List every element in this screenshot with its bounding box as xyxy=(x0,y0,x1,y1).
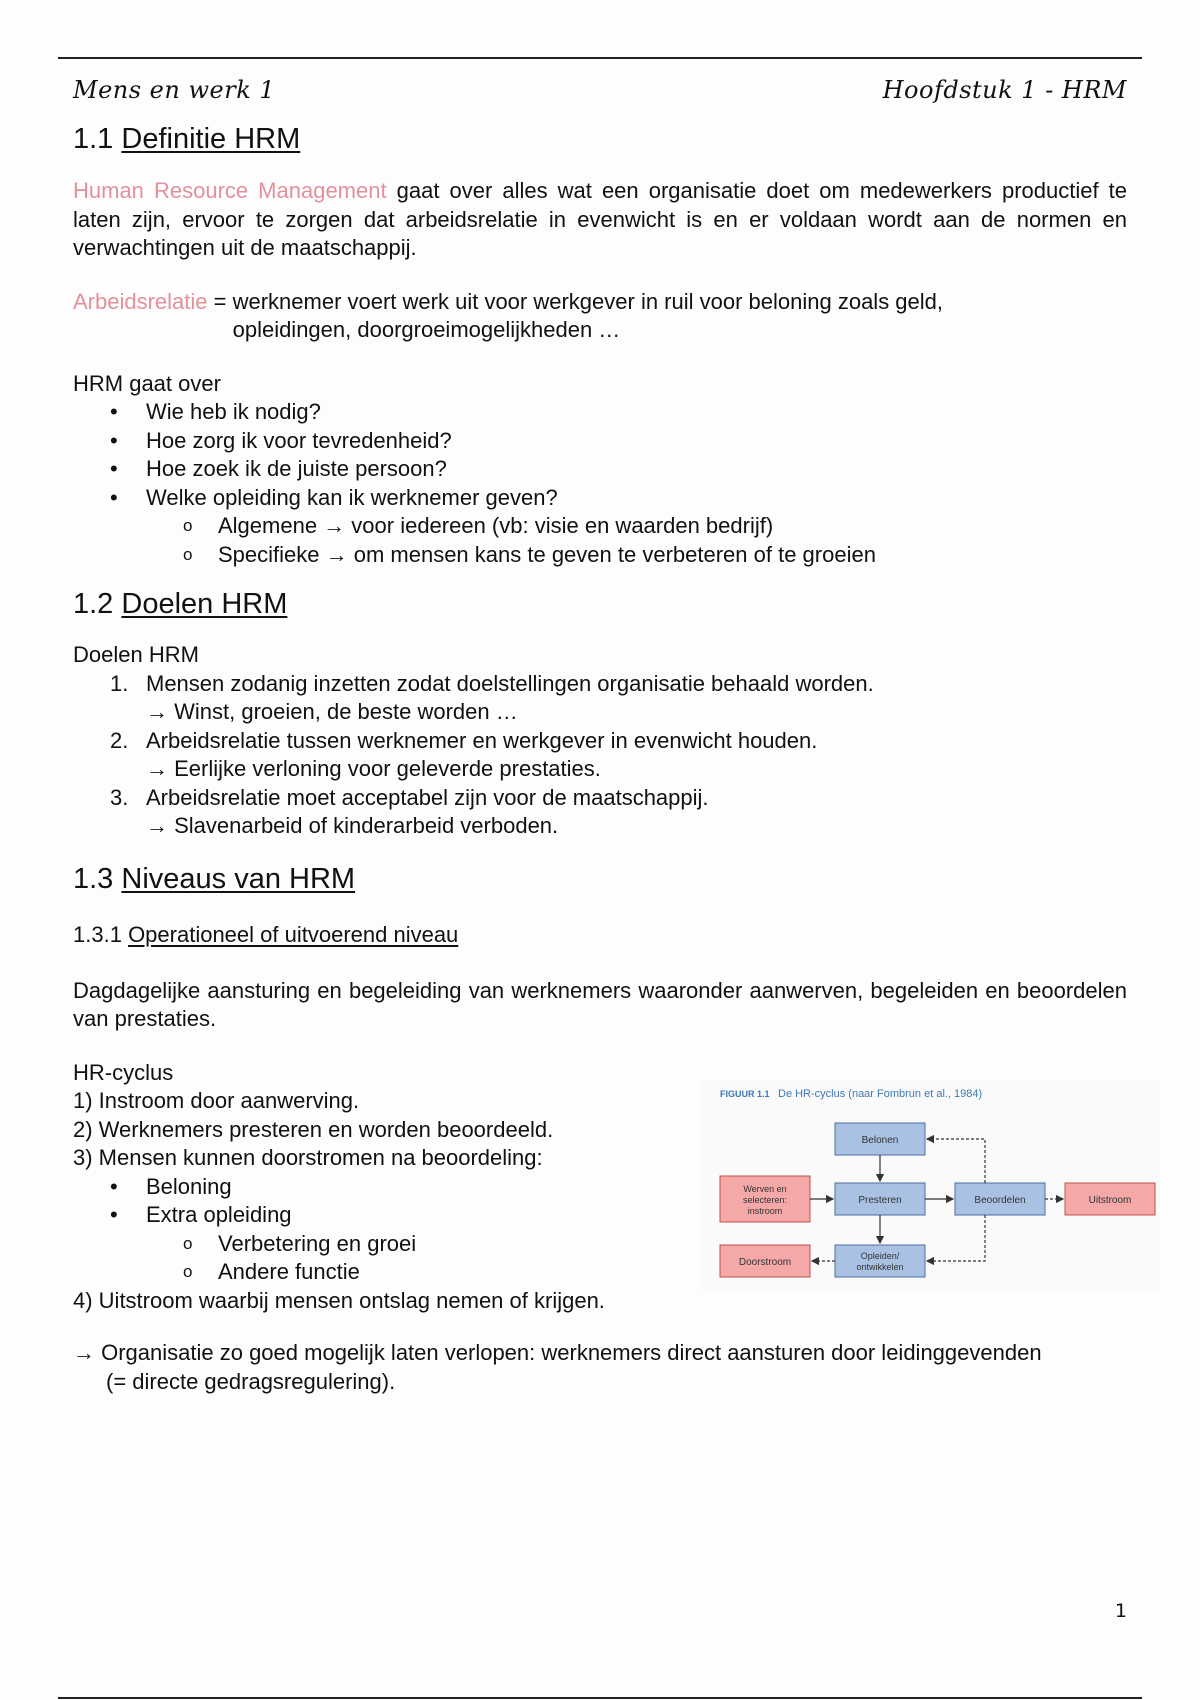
document-page xyxy=(73,72,1132,1396)
sub-list-item: o Algemene → voor iedereen (vb: visie en waarden bedrijf) xyxy=(73,512,1127,541)
hr-cycle-block xyxy=(73,1059,1132,1316)
svg-text:Opleiden/: Opleiden/ xyxy=(860,1250,900,1261)
arrow-beoordelen-opleiden xyxy=(927,1215,985,1261)
section-heading-1-1: 1.1 Definitie HRM xyxy=(73,123,301,155)
section-title: Definitie HRM xyxy=(121,123,301,155)
svg-text:Werven en: Werven en xyxy=(743,1183,787,1194)
subsection-title: Operationeel of uitvoerend niveau xyxy=(128,921,459,947)
svg-text:Doorstroom: Doorstroom xyxy=(738,1256,792,1268)
term-arbeidsrelatie: Arbeidsrelatie xyxy=(73,288,208,314)
sub-list-item: o Verbetering en groei xyxy=(73,1230,1127,1259)
list-item: • Beloning xyxy=(73,1173,1127,1202)
figure-label: FIGUUR 1.1 xyxy=(720,1088,770,1099)
list-item: • Extra opleiding xyxy=(73,1201,1127,1230)
goals-list xyxy=(73,670,1127,841)
header-course: Mens en werk 1 xyxy=(73,76,276,104)
list-item: • Wie heb ik nodig? xyxy=(73,398,1127,427)
top-rule xyxy=(58,57,1142,59)
svg-text:Presteren: Presteren xyxy=(858,1194,902,1206)
svg-text:selecteren:: selecteren: xyxy=(742,1194,788,1205)
section-heading-1-2: 1.2 Doelen HRM xyxy=(73,588,288,620)
figure-caption: De HR-cyclus (naar Fombrun et al., 1984) xyxy=(778,1087,983,1100)
section-heading-1-3: 1.3 Niveaus van HRM xyxy=(73,862,356,895)
list-item: • Welke opleiding kan ik werknemer geven? xyxy=(73,484,1127,513)
list-item-note: → Eerlijke verloning voor geleverde prestaties. xyxy=(146,756,601,781)
list-item: 3. Arbeidsrelatie moet acceptabel zijn voor de maatschappij. xyxy=(110,784,709,810)
list-item: 2. Arbeidsrelatie tussen werknemer en werkgever in evenwicht houden. xyxy=(110,727,818,753)
list-intro: HRM gaat over xyxy=(73,370,221,396)
svg-text:Uitstroom: Uitstroom xyxy=(1088,1194,1132,1206)
svg-text:ontwikkelen: ontwikkelen xyxy=(856,1261,904,1272)
cycle-step: 1) Instroom door aanwerving. xyxy=(73,1088,360,1113)
hr-cycle-diagram xyxy=(700,1081,1160,1291)
cycle-step: 3) Mensen kunnen doorstromen na beoordeling: xyxy=(73,1145,543,1170)
conclusion: → Organisatie zo goed mogelijk laten verlopen: werknemers direct aansturen door leidinggevenden (= directe gedragsregulering). xyxy=(73,1340,1042,1394)
svg-text:instroom: instroom xyxy=(747,1205,783,1216)
svg-text:Beoordelen: Beoordelen xyxy=(974,1194,1026,1206)
sub-list-item: o Specifieke → om mensen kans te geven te verbeteren of te groeien xyxy=(73,541,1127,570)
cycle-step: 4) Uitstroom waarbij mensen ontslag nemen of krijgen. xyxy=(73,1287,605,1313)
hr-cycle-figure xyxy=(700,1081,1160,1291)
bottom-rule xyxy=(58,1697,1142,1699)
page-number: 1 xyxy=(1114,1600,1127,1622)
list-item-note: → Slavenarbeid of kinderarbeid verboden. xyxy=(146,813,559,838)
page-header xyxy=(73,72,1127,108)
subsection-heading-1-3-1: 1.3.1 Operationeel of uitvoerend niveau xyxy=(73,921,459,947)
list-item: 1. Mensen zodanig inzetten zodat doelstellingen organisatie behaald worden. xyxy=(110,670,874,696)
box-opleiden xyxy=(835,1245,925,1277)
sub-list-item: o Andere functie xyxy=(73,1258,1127,1287)
hrm-definition: Human Resource Management gaat over alles wat een organisatie doet om medewerkers productief te laten zijn, ervoor te zorgen dat arbeidsrelatie in evenwicht is en er voldaan wordt aan de normen en verwachtingen uit de maatschappij. xyxy=(73,178,1127,260)
operational-description: Dagdagelijke aansturing en begeleiding van werknemers waaronder aanwerven, begeleiden en beoordelen van prestaties. xyxy=(73,977,1127,1031)
term-hrm: Human Resource Management xyxy=(73,178,387,203)
section-title: Doelen HRM xyxy=(121,588,288,620)
cycle-step: 2) Werknemers presteren en worden beoordeeld. xyxy=(73,1116,554,1142)
cycle-title: HR-cyclus xyxy=(73,1059,174,1085)
list-item-note: → Winst, groeien, de beste worden … xyxy=(146,699,518,724)
arbeidsrelatie-definition: Arbeidsrelatie = werknemer voert werk uit voor werkgever in ruil voor beloning zoals geld, opleidingen, doorgroeimogelijkheden … xyxy=(73,288,944,342)
hrm-bullets xyxy=(73,398,1127,569)
section-title: Niveaus van HRM xyxy=(121,862,356,895)
header-chapter: Hoofdstuk 1 - HRM xyxy=(882,76,1127,104)
arrow-beoordelen-belonen xyxy=(927,1139,985,1183)
list-item: • Hoe zoek ik de juiste persoon? xyxy=(73,455,1127,484)
list-item: • Hoe zorg ik voor tevredenheid? xyxy=(73,427,1127,456)
svg-text:Belonen: Belonen xyxy=(861,1134,899,1146)
goals-intro: Doelen HRM xyxy=(73,642,199,667)
